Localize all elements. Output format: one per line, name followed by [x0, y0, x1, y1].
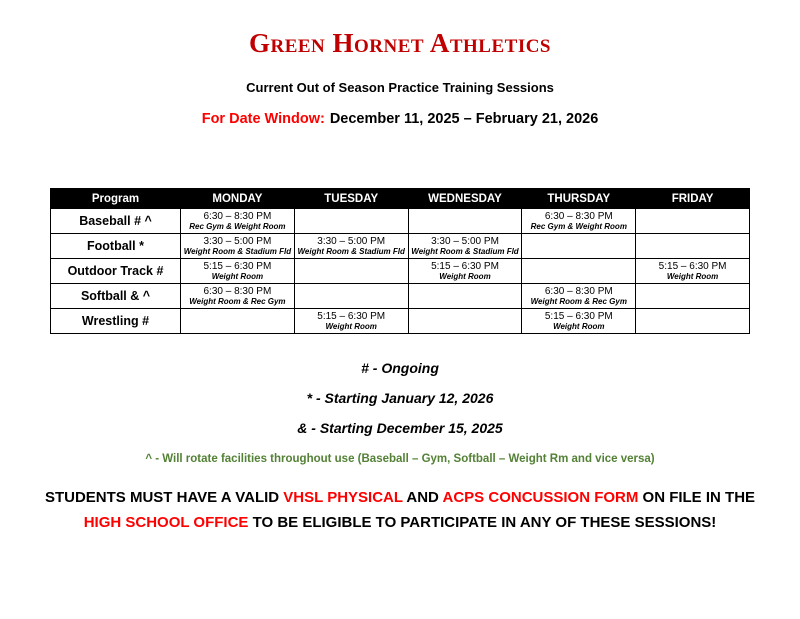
session-cell: [294, 234, 408, 259]
column-header-day: THURSDAY: [522, 189, 636, 209]
disclaimer-text: ON FILE IN THE: [638, 489, 756, 506]
session-time: 6:30 – 8:30 PM: [203, 286, 272, 297]
session-time: 5:15 – 6:30 PM: [658, 261, 727, 272]
column-header-day: TUESDAY: [294, 189, 408, 209]
empty-cell: [294, 259, 408, 284]
legend-note: # - Ongoing: [361, 360, 439, 376]
session-cell: [181, 259, 295, 284]
legend-notes: [0, 360, 800, 436]
empty-cell: [636, 284, 750, 309]
disclaimer-text: AND: [402, 489, 443, 506]
column-header-day: MONDAY: [181, 189, 295, 209]
session-venue: Weight Room & Rec Gym: [530, 297, 627, 306]
column-header-program: Program: [51, 189, 181, 209]
empty-cell: [294, 284, 408, 309]
rotation-note: ^ - Will rotate facilities throughout use (Baseball – Gym, Softball – Weight Rm and vice versa): [145, 453, 655, 465]
session-time: 6:30 – 8:30 PM: [544, 286, 613, 297]
disclaimer-text: TO BE ELIGIBLE TO PARTICIPATE IN ANY OF THESE SESSIONS!: [248, 513, 717, 531]
program-name: Wrestling #: [51, 309, 181, 334]
disclaimer-highlight: ACPS CONCUSSION FORM: [442, 489, 639, 506]
program-name: Football *: [51, 234, 181, 259]
disclaimer-highlight: HIGH SCHOOL OFFICE: [83, 513, 249, 531]
session-cell: [181, 234, 295, 259]
session-time: 5:15 – 6:30 PM: [544, 311, 613, 322]
session-time: 5:15 – 6:30 PM: [431, 261, 499, 272]
schedule-table: [50, 188, 750, 334]
date-window-label: For Date Window:: [201, 111, 325, 127]
empty-cell: [636, 209, 750, 234]
disclaimer: [38, 486, 762, 536]
empty-cell: [294, 209, 408, 234]
session-cell: [408, 234, 522, 259]
legend-note: & - Starting December 15, 2025: [297, 420, 503, 436]
table-row: [51, 209, 750, 234]
session-venue: Weight Room & Stadium Fld: [411, 247, 519, 256]
session-time: 6:30 – 8:30 PM: [544, 211, 613, 222]
session-venue: Weight Room: [666, 272, 719, 281]
date-window-line: [0, 111, 800, 128]
session-time: 3:30 – 5:00 PM: [203, 236, 272, 247]
date-window-value: December 11, 2025 – February 21, 2026: [329, 111, 599, 127]
empty-cell: [522, 259, 636, 284]
column-header-day: WEDNESDAY: [408, 189, 522, 209]
legend-note: * - Starting January 12, 2026: [306, 390, 494, 406]
table-header-row: [51, 189, 750, 209]
page-title: Green Hornet Athletics: [248, 28, 552, 58]
program-name: Softball & ^: [51, 284, 181, 309]
table-row: [51, 309, 750, 334]
session-cell: [408, 259, 522, 284]
session-cell: [522, 209, 636, 234]
session-venue: Weight Room: [211, 272, 264, 281]
session-venue: Rec Gym & Weight Room: [530, 222, 627, 231]
empty-cell: [408, 284, 522, 309]
disclaimer-text: STUDENTS MUST HAVE A VALID: [44, 489, 284, 506]
page-subtitle: Current Out of Season Practice Training Sessions: [246, 80, 554, 95]
session-venue: Weight Room: [439, 272, 491, 281]
table-row: [51, 234, 750, 259]
session-time: 6:30 – 8:30 PM: [203, 211, 272, 222]
disclaimer-highlight: VHSL PHYSICAL: [283, 489, 403, 506]
empty-cell: [636, 309, 750, 334]
session-time: 3:30 – 5:00 PM: [317, 236, 386, 247]
session-venue: Weight Room & Rec Gym: [189, 297, 286, 306]
session-cell: [522, 309, 636, 334]
session-time: 5:15 – 6:30 PM: [203, 261, 272, 272]
session-cell: [522, 284, 636, 309]
table-body: [51, 209, 750, 334]
empty-cell: [408, 209, 522, 234]
session-cell: [181, 209, 295, 234]
table-row: [51, 259, 750, 284]
session-venue: Weight Room & Stadium Fld: [183, 247, 292, 256]
empty-cell: [408, 309, 522, 334]
empty-cell: [522, 234, 636, 259]
column-header-day: FRIDAY: [636, 189, 750, 209]
empty-cell: [636, 234, 750, 259]
session-cell: [294, 309, 408, 334]
program-name: Outdoor Track #: [51, 259, 181, 284]
session-time: 3:30 – 5:00 PM: [431, 236, 499, 247]
session-time: 5:15 – 6:30 PM: [317, 311, 386, 322]
session-cell: [636, 259, 750, 284]
session-venue: Rec Gym & Weight Room: [189, 222, 286, 231]
session-venue: Weight Room: [553, 322, 605, 331]
session-cell: [181, 284, 295, 309]
program-name: Baseball # ^: [51, 209, 181, 234]
session-venue: Weight Room & Stadium Fld: [297, 247, 405, 256]
table-row: [51, 284, 750, 309]
session-venue: Weight Room: [325, 322, 377, 331]
empty-cell: [181, 309, 295, 334]
